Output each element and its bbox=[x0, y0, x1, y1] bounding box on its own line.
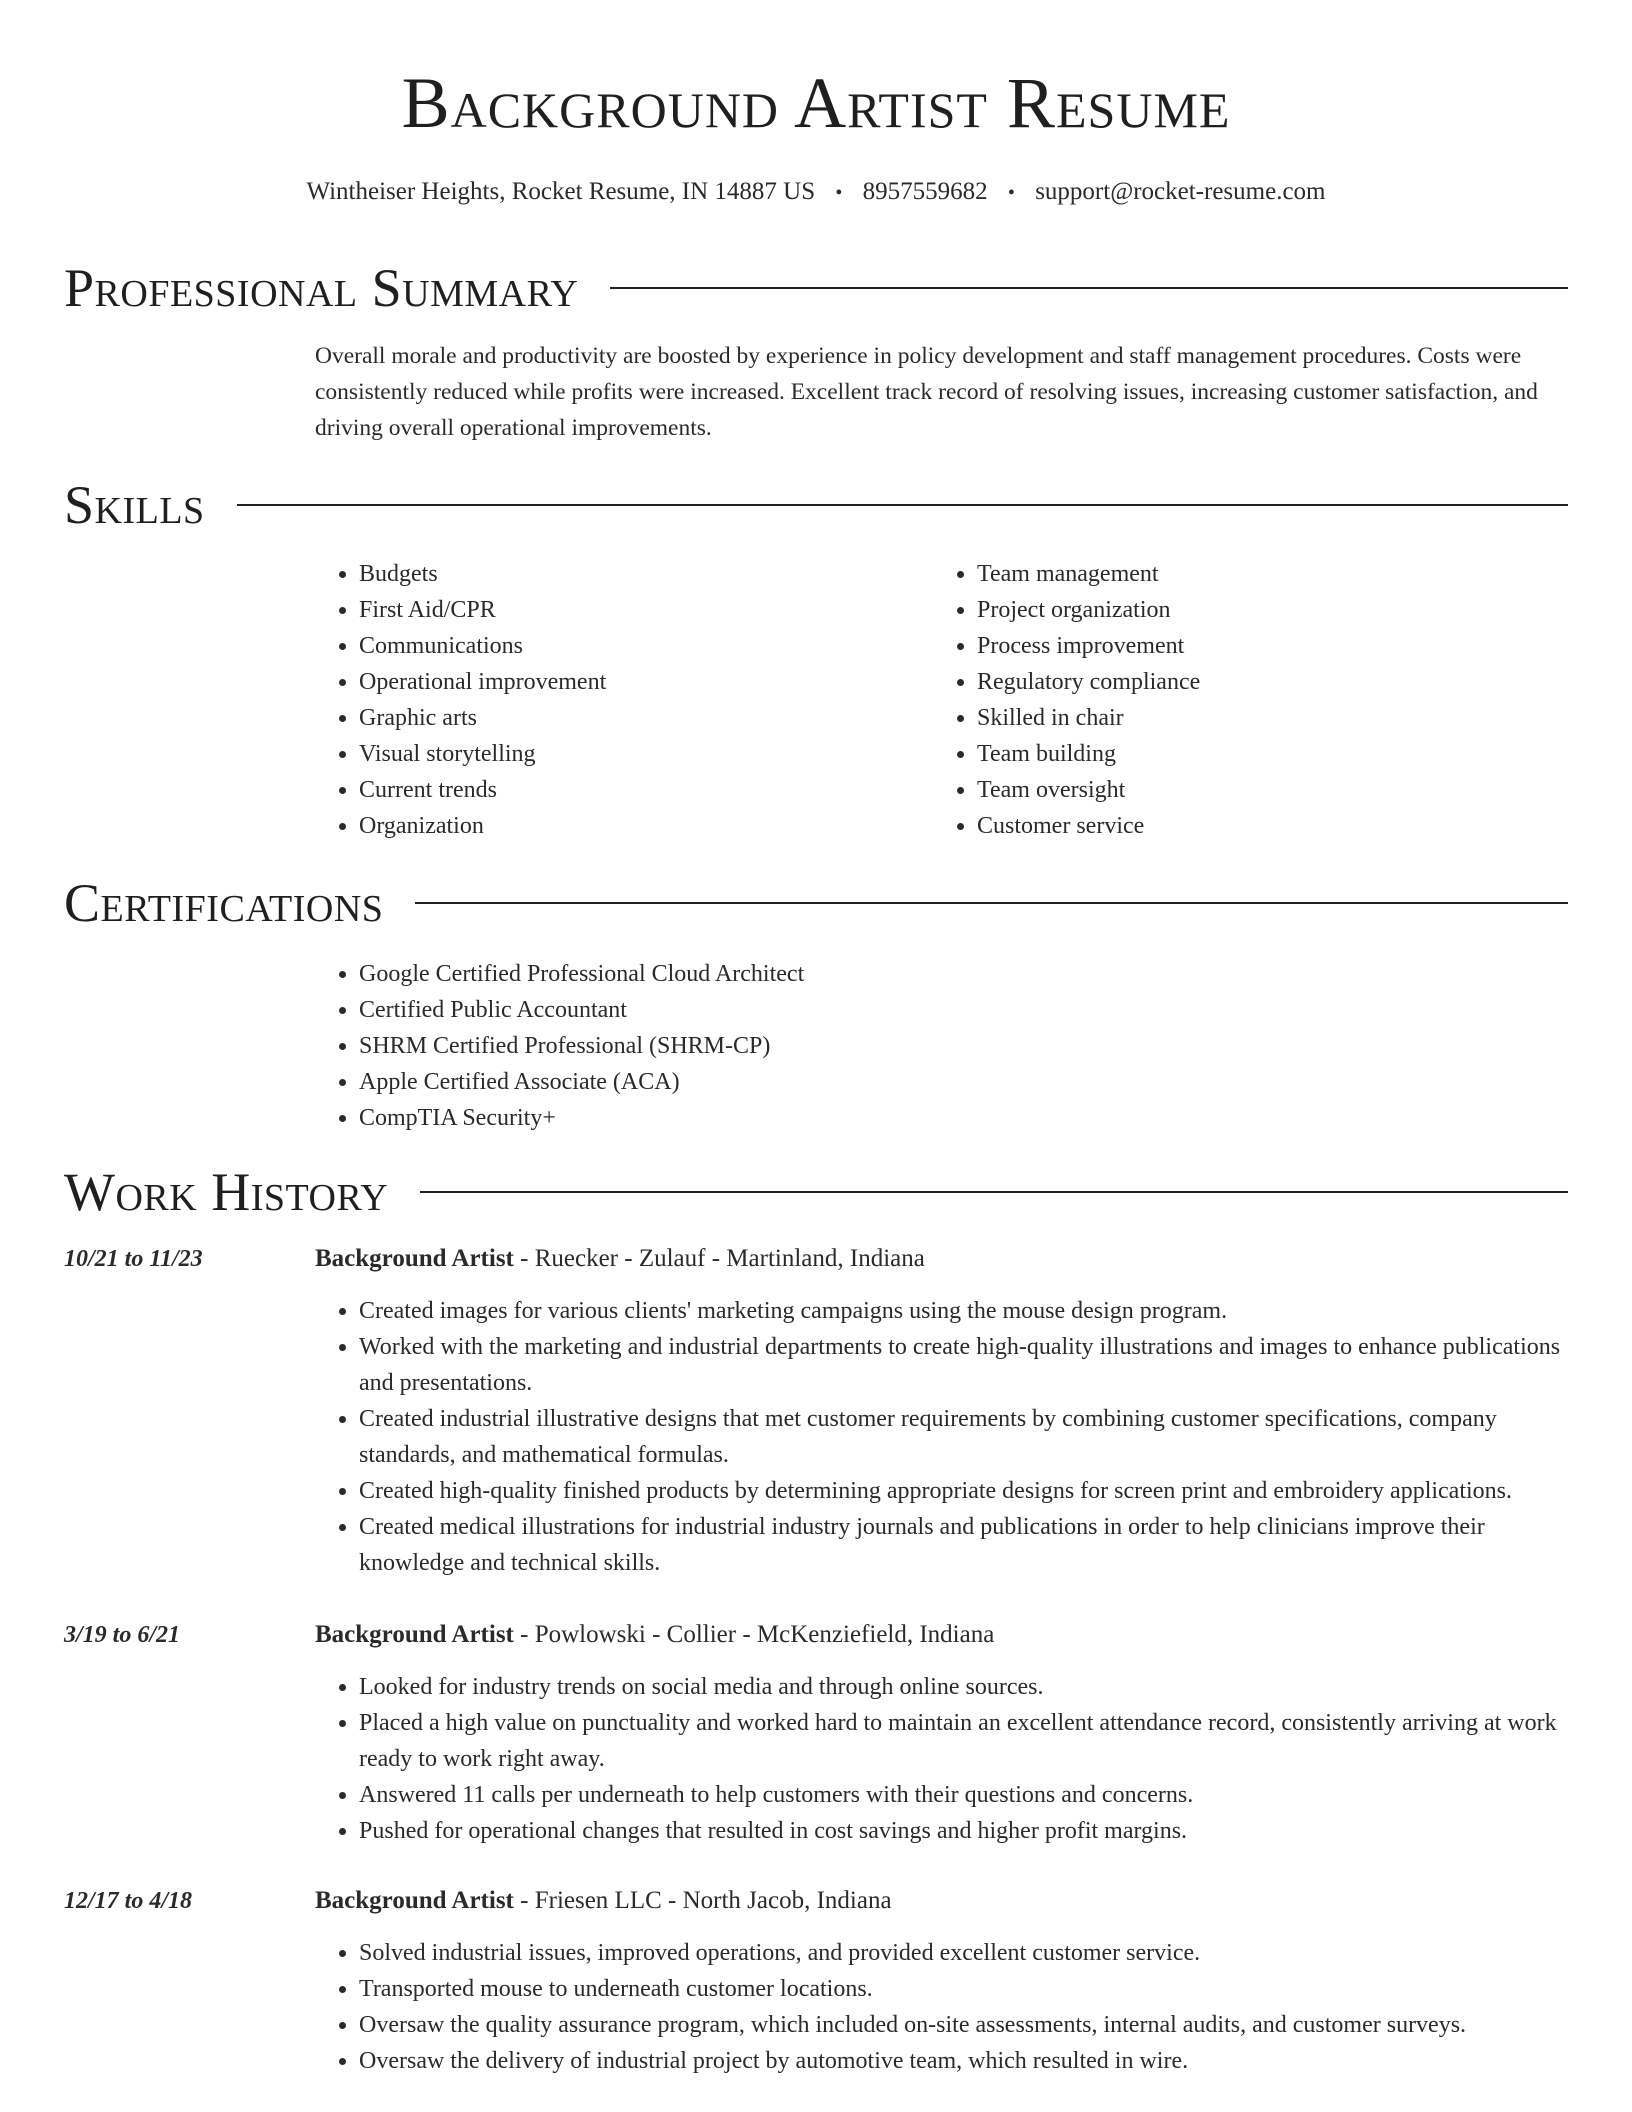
skill-item: • Budgets bbox=[359, 556, 875, 592]
skill-item: • Team management bbox=[977, 556, 1533, 592]
certification-item: • Apple Certified Associate (ACA) bbox=[359, 1064, 1215, 1100]
skill-item: • Team building bbox=[977, 736, 1533, 772]
skills-heading: Skills bbox=[64, 475, 205, 535]
job-bullets bbox=[315, 1935, 1568, 2079]
job-bullet: • Looked for industry trends on social media and through online sources. bbox=[359, 1669, 1568, 1705]
skill-list bbox=[315, 556, 875, 844]
certification-list bbox=[315, 956, 1215, 1136]
job-bullet: • Created images for various clients' marketing campaigns using the mouse design program. bbox=[359, 1293, 1568, 1329]
job-list bbox=[315, 1293, 1568, 1581]
certification-item: • CompTIA Security+ bbox=[359, 1100, 1215, 1136]
section-divider bbox=[420, 1191, 1568, 1193]
skill-item: • Process improvement bbox=[977, 628, 1533, 664]
skill-list bbox=[933, 556, 1533, 844]
skill-item: • Team oversight bbox=[977, 772, 1533, 808]
skill-item: • Project organization bbox=[977, 592, 1533, 628]
certification-item: • Certified Public Accountant bbox=[359, 992, 1215, 1028]
job-heading bbox=[315, 1243, 925, 1275]
skill-item: • Customer service bbox=[977, 808, 1533, 844]
job-dates: 12/17 to 4/18 bbox=[64, 1888, 193, 1914]
job-bullet: • Solved industrial issues, improved operations, and provided excellent customer service. bbox=[359, 1935, 1568, 1971]
contact-address: Wintheiser Heights, Rocket Resume, IN 14887 US bbox=[306, 178, 816, 205]
skill-item: • Organization bbox=[359, 808, 875, 844]
certifications-list bbox=[315, 956, 1215, 1136]
job-heading bbox=[315, 1885, 892, 1917]
summary-heading: Professional Summary bbox=[64, 258, 579, 318]
summary-text: Overall morale and productivity are boosted by experience in policy development and staff management procedures. Costs were consistently reduced while profits were increased. Excellent track record of resolving issues, increasing customer satisfaction, and driving overall operational improvements. bbox=[315, 343, 1538, 441]
job-bullets bbox=[315, 1293, 1568, 1581]
job-bullet: • Created high-quality finished products by determining appropriate designs for screen print and embroidery applications. bbox=[359, 1473, 1568, 1509]
skill-item: • Regulatory compliance bbox=[977, 664, 1533, 700]
job-bullet: • Created medical illustrations for industrial industry journals and publications in order to help clinicians improve their knowledge and technical skills. bbox=[359, 1509, 1568, 1581]
skills-column-right bbox=[933, 556, 1533, 844]
skill-item: • Skilled in chair bbox=[977, 700, 1533, 736]
certification-item: • Google Certified Professional Cloud Architect bbox=[359, 956, 1215, 992]
job-company-location: - Friesen LLC - North Jacob, Indiana bbox=[513, 1887, 892, 1914]
job-bullet: • Worked with the marketing and industrial departments to create high-quality illustrations and images to enhance publications and presentations. bbox=[359, 1329, 1568, 1401]
job-bullet: • Transported mouse to underneath customer locations. bbox=[359, 1971, 1568, 2007]
contact-line bbox=[0, 176, 1632, 209]
job-bullets bbox=[315, 1669, 1568, 1849]
resume-title: Background Artist Resume bbox=[401, 63, 1231, 143]
certifications-section-header bbox=[64, 873, 1568, 933]
contact-phone: 8957559682 bbox=[862, 178, 988, 205]
job-bullet: • Oversaw the quality assurance program, which included on-site assessments, internal audits, and customer surveys. bbox=[359, 2007, 1568, 2043]
job-dates: 10/21 to 11/23 bbox=[64, 1246, 203, 1272]
summary-section-header bbox=[64, 258, 1568, 318]
job-bullet: • Answered 11 calls per underneath to help customers with their questions and concerns. bbox=[359, 1777, 1568, 1813]
job-role: Background Artist bbox=[315, 1621, 514, 1648]
work-history-section-header bbox=[64, 1162, 1568, 1222]
skill-item: • Communications bbox=[359, 628, 875, 664]
job-company-location: - Powlowski - Collier - McKenziefield, Indiana bbox=[513, 1621, 995, 1648]
section-divider bbox=[415, 902, 1568, 904]
skill-item: • Operational improvement bbox=[359, 664, 875, 700]
job-bullet: • Pushed for operational changes that resulted in cost savings and higher profit margins. bbox=[359, 1813, 1568, 1849]
skill-item: • Current trends bbox=[359, 772, 875, 808]
job-bullet: • Placed a high value on punctuality and worked hard to maintain an excellent attendance record, consistently arriving at work ready to work right away. bbox=[359, 1705, 1568, 1777]
contact-separator: • bbox=[835, 182, 843, 204]
work-history-heading: Work History bbox=[64, 1162, 389, 1222]
job-list bbox=[315, 1669, 1568, 1849]
skill-item: • Graphic arts bbox=[359, 700, 875, 736]
section-divider bbox=[237, 504, 1568, 506]
section-divider bbox=[610, 287, 1568, 289]
skill-item: • First Aid/CPR bbox=[359, 592, 875, 628]
job-company-location: - Ruecker - Zulauf - Martinland, Indiana bbox=[513, 1245, 925, 1272]
certifications-heading: Certifications bbox=[64, 873, 384, 933]
job-heading bbox=[315, 1619, 994, 1651]
skill-item: • Visual storytelling bbox=[359, 736, 875, 772]
skills-section-header bbox=[64, 475, 1568, 535]
job-role: Background Artist bbox=[315, 1245, 514, 1272]
job-list bbox=[315, 1935, 1568, 2079]
job-role: Background Artist bbox=[315, 1887, 514, 1914]
contact-email: support@rocket-resume.com bbox=[1035, 178, 1326, 205]
job-dates: 3/19 to 6/21 bbox=[64, 1622, 181, 1648]
job-bullet: • Oversaw the delivery of industrial project by automotive team, which resulted in wire. bbox=[359, 2043, 1568, 2079]
contact-separator: • bbox=[1007, 182, 1015, 204]
skills-column-left bbox=[315, 556, 875, 844]
certification-item: • SHRM Certified Professional (SHRM-CP) bbox=[359, 1028, 1215, 1064]
job-bullet: • Created industrial illustrative designs that met customer requirements by combining customer specifications, company standards, and mathematical formulas. bbox=[359, 1401, 1568, 1473]
